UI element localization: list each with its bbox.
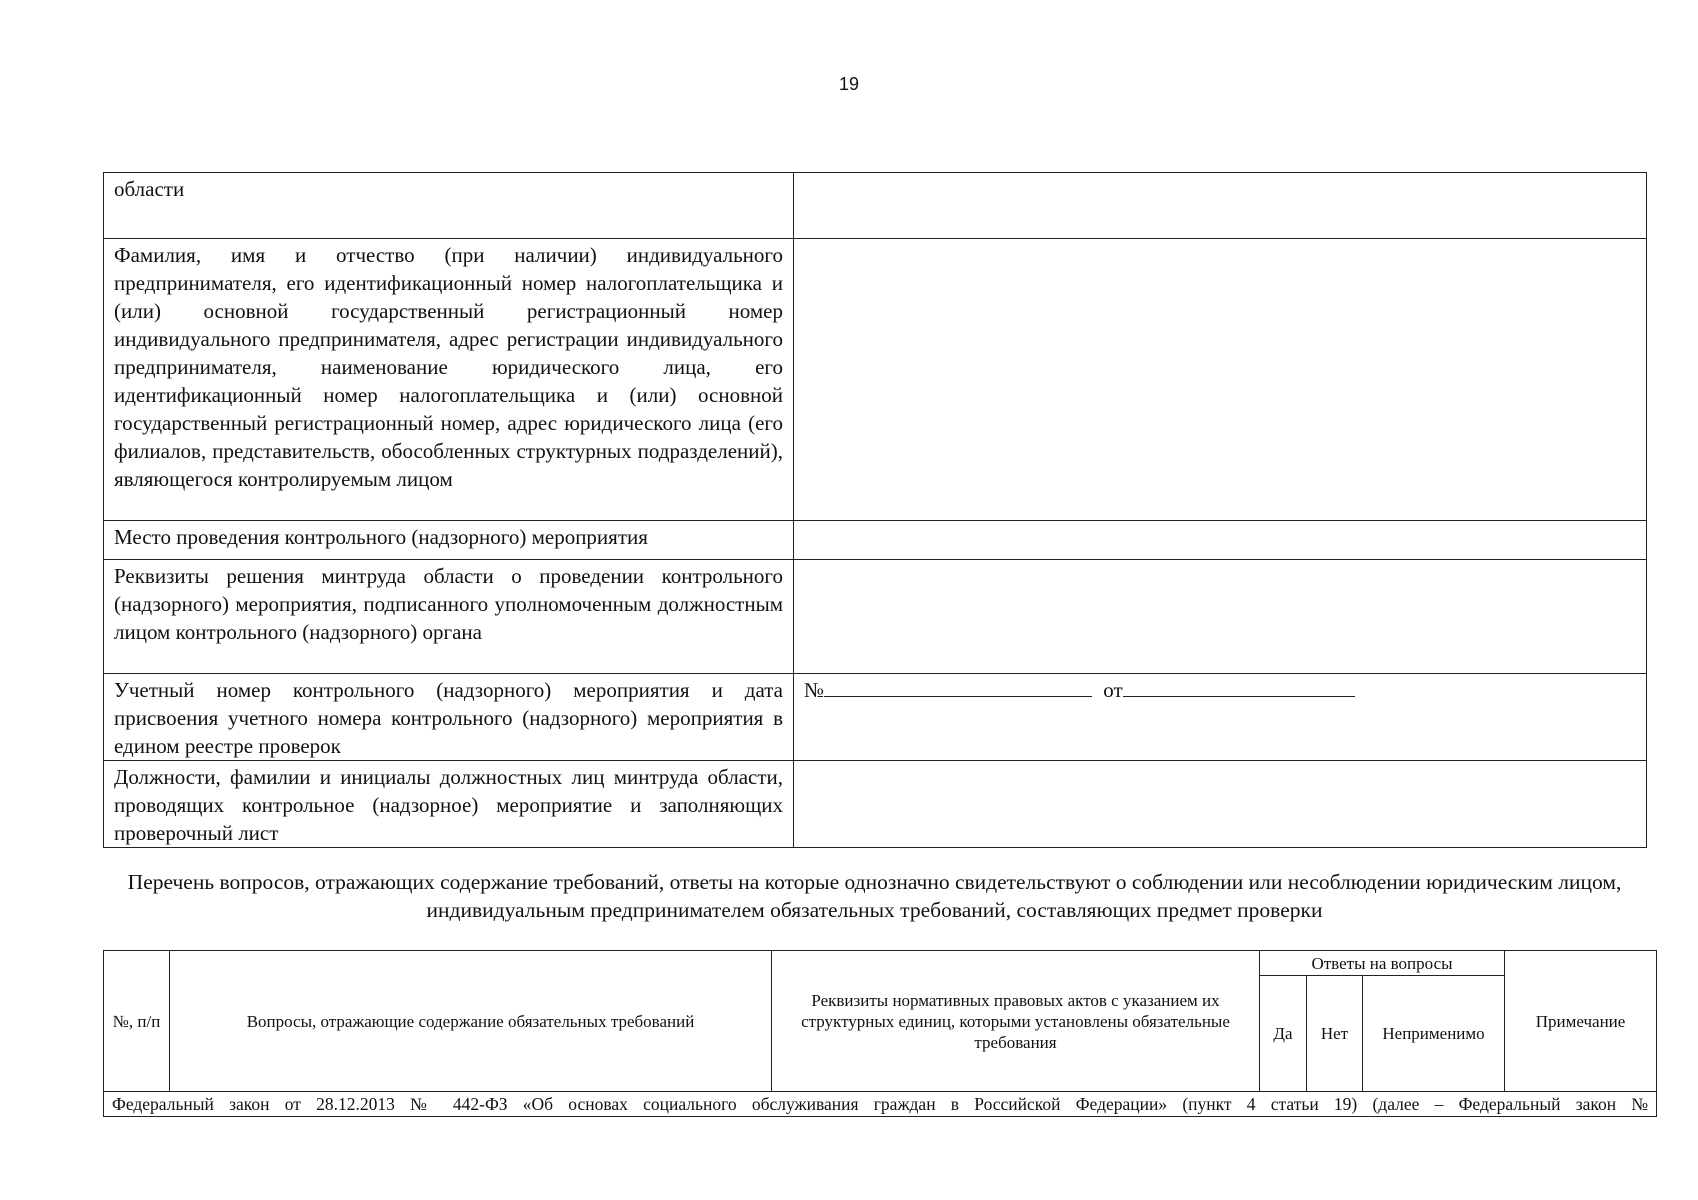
header-note: Примечание — [1505, 951, 1657, 1092]
info-value — [794, 761, 1647, 848]
info-row — [104, 239, 1647, 521]
header-questions: Вопросы, отражающие содержание обязательных требований — [170, 951, 772, 1092]
account-number-field[interactable] — [794, 674, 1647, 761]
header-no: Нет — [1307, 976, 1363, 1092]
info-label: Реквизиты решения минтруда области о проведении контрольного (надзорного) мероприятия, подписанного уполномоченным должностным лицом контрольного (надзорного) органа — [104, 560, 794, 674]
info-value — [794, 239, 1647, 521]
header-yes: Да — [1260, 976, 1307, 1092]
info-row — [104, 173, 1647, 239]
inspection-info-table — [103, 172, 1647, 848]
number-sign: № — [804, 678, 825, 702]
header-legal-acts: Реквизиты нормативных правовых актов с указанием их структурных единиц, которыми установлены обязательные требования — [772, 951, 1260, 1092]
info-row — [104, 761, 1647, 848]
info-label: Место проведения контрольного (надзорного) мероприятия — [104, 521, 794, 560]
checklist-heading: Перечень вопросов, отражающих содержание требований, ответы на которые однозначно свидетельствуют о соблюдении или несоблюдении юридическим лицом, индивидуальным предпринимателем обязательных требований, составляющих предмет проверки — [127, 870, 1622, 922]
header-number: №, п/п — [104, 951, 170, 1092]
number-blank-line[interactable] — [824, 676, 1092, 697]
info-row — [104, 560, 1647, 674]
date-from-label: от — [1103, 678, 1123, 702]
page-number: 19 — [838, 74, 860, 94]
header-not-applicable: Неприменимо — [1363, 976, 1505, 1092]
info-label: Должности, фамилии и инициалы должностных лиц минтруда области, проводящих контрольное (надзорное) мероприятие и заполняющих проверочный лист — [104, 761, 794, 848]
info-value — [794, 173, 1647, 239]
info-label: области — [104, 173, 794, 239]
info-row — [104, 674, 1647, 761]
info-value — [794, 521, 1647, 560]
header-answers-group: Ответы на вопросы — [1260, 951, 1505, 976]
law-reference-row: Федеральный закон от 28.12.2013 № 442-ФЗ «Об основах социального обслуживания граждан в Российской Федерации» (пункт 4 статьи 19) (далее – Федеральный закон № — [104, 1092, 1657, 1117]
info-label: Фамилия, имя и отчество (при наличии) индивидуального предпринимателя, его идентификационный номер налогоплательщика и (или) основной государственный регистрационный номер индивидуального предпринимателя, адрес регистрации индивидуального предпринимателя, наименование юридического лица, его идентификационный номер налогоплательщика и (или) основной государственный регистрационный номер, адрес юридического лица (его филиалов, представительств, обособленных структурных подразделений), являющегося контролируемым лицом — [104, 239, 794, 521]
questions-table — [103, 950, 1657, 1117]
info-label: Учетный номер контрольного (надзорного) мероприятия и дата присвоения учетного номера контрольного (надзорного) мероприятия в едином реестре проверок — [104, 674, 794, 761]
info-value — [794, 560, 1647, 674]
info-row — [104, 521, 1647, 560]
date-blank-line[interactable] — [1123, 676, 1355, 697]
